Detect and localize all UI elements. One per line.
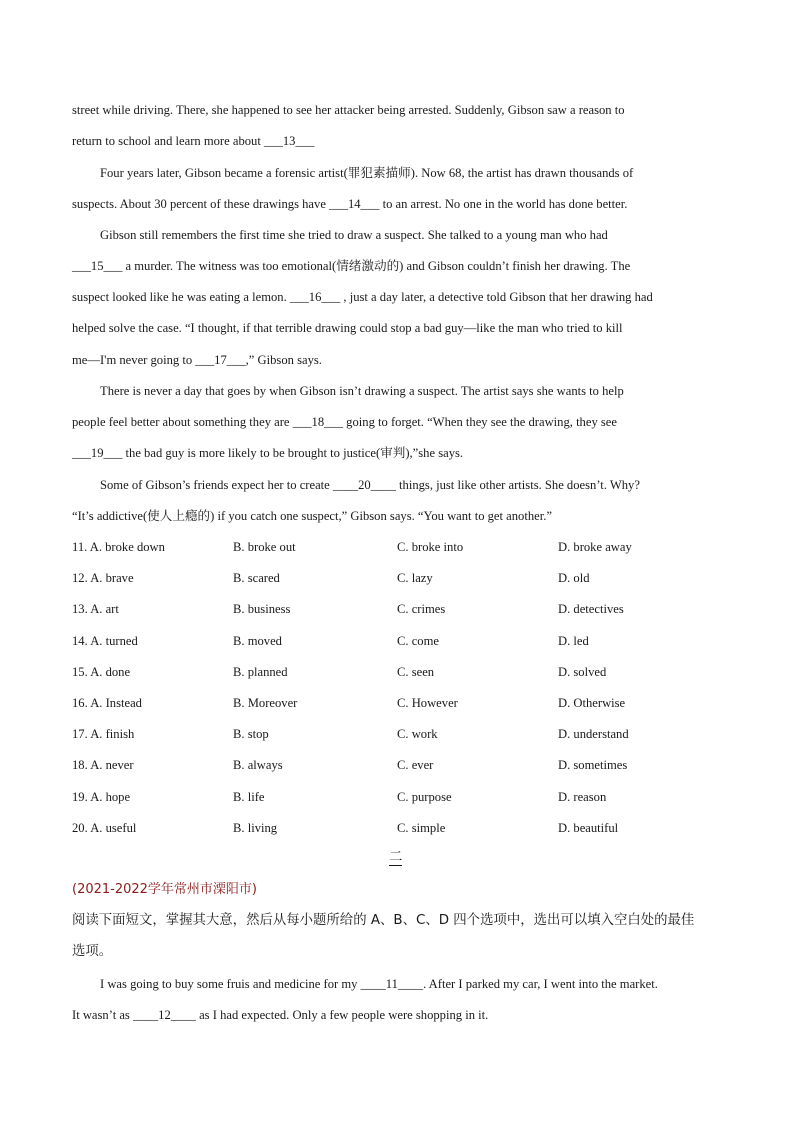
option-c: C. However bbox=[397, 696, 458, 710]
question-options-18 bbox=[72, 755, 732, 775]
section-marker-underline bbox=[389, 865, 402, 866]
option-b: B. Moreover bbox=[233, 696, 298, 710]
option-d: D. Otherwise bbox=[558, 696, 626, 710]
question-options-14 bbox=[72, 631, 732, 651]
question-options-20 bbox=[72, 818, 732, 838]
option-b: B. always bbox=[233, 758, 283, 772]
question-options-12 bbox=[72, 568, 732, 588]
passage-line: I was going to buy some fruis and medicine for my ____11____. After I parked my car, I went into the market. bbox=[100, 977, 658, 991]
option-a: 15. A. done bbox=[72, 665, 131, 679]
option-a: 13. A. art bbox=[72, 602, 119, 616]
option-b: B. business bbox=[233, 602, 291, 616]
option-b: B. life bbox=[233, 790, 265, 804]
option-d: D. sometimes bbox=[558, 758, 628, 772]
passage-line: Gibson still remembers the first time she tried to draw a suspect. She talked to a young man who had bbox=[100, 228, 608, 242]
passage-line: There is never a day that goes by when Gibson isn’t drawing a suspect. The artist says she wants to help bbox=[100, 384, 624, 398]
option-d: D. solved bbox=[558, 665, 607, 679]
question-options-15 bbox=[72, 662, 732, 682]
option-c: C. broke into bbox=[397, 540, 464, 554]
option-a: 18. A. never bbox=[72, 758, 134, 772]
option-c: C. purpose bbox=[397, 790, 452, 804]
passage-line: people feel better about something they are ___18___ going to forget. “When they see the drawing, they see bbox=[72, 415, 617, 429]
option-a: 16. A. Instead bbox=[72, 696, 142, 710]
option-b: B. stop bbox=[233, 727, 269, 741]
option-b: B. moved bbox=[233, 634, 282, 648]
option-a: 19. A. hope bbox=[72, 790, 131, 804]
passage-line: helped solve the case. “I thought, if that terrible drawing could stop a bad guy—like the man who tried to kill bbox=[72, 321, 623, 335]
passage-line: street while driving. There, she happened to see her attacker being arrested. Suddenly, Gibson saw a reason to bbox=[72, 103, 625, 117]
section-marker: 二 bbox=[389, 850, 403, 865]
option-c: C. work bbox=[397, 727, 438, 741]
question-options-11 bbox=[72, 537, 732, 557]
option-c: C. seen bbox=[397, 665, 435, 679]
passage-line: Four years later, Gibson became a forensic artist(罪犯素描师). Now 68, the artist has drawn thousands of bbox=[100, 166, 634, 180]
passage-line: Some of Gibson’s friends expect her to create ____20____ things, just like other artists. She doesn’t. Why? bbox=[100, 478, 640, 492]
option-d: D. understand bbox=[558, 727, 629, 741]
option-b: B. living bbox=[233, 821, 278, 835]
passage-line: suspects. About 30 percent of these drawings have ___14___ to an arrest. No one in the world has done better. bbox=[72, 197, 628, 211]
question-options-17 bbox=[72, 724, 732, 744]
option-b: B. scared bbox=[233, 571, 280, 585]
question-options-16 bbox=[72, 693, 732, 713]
passage-line: It wasn’t as ____12____ as I had expected. Only a few people were shopping in it. bbox=[72, 1008, 489, 1022]
section-source: (2021-2022学年常州市溧阳市) bbox=[72, 882, 258, 897]
option-c: C. simple bbox=[397, 821, 446, 835]
option-b: B. planned bbox=[233, 665, 288, 679]
option-c: C. crimes bbox=[397, 602, 446, 616]
option-d: D. beautiful bbox=[558, 821, 619, 835]
option-d: D. detectives bbox=[558, 602, 624, 616]
passage-line: ___19___ the bad guy is more likely to be brought to justice(审判),”she says. bbox=[72, 446, 464, 460]
option-a: 17. A. finish bbox=[72, 727, 135, 741]
option-a: 20. A. useful bbox=[72, 821, 137, 835]
option-d: D. reason bbox=[558, 790, 607, 804]
option-c: C. come bbox=[397, 634, 439, 648]
option-d: D. old bbox=[558, 571, 590, 585]
option-a: 11. A. broke down bbox=[72, 540, 165, 554]
option-c: C. lazy bbox=[397, 571, 433, 585]
option-b: B. broke out bbox=[233, 540, 296, 554]
option-a: 12. A. brave bbox=[72, 571, 134, 585]
option-a: 14. A. turned bbox=[72, 634, 138, 648]
passage-line: “It’s addictive(使人上瘾的) if you catch one suspect,” Gibson says. “You want to get another.” bbox=[72, 509, 552, 523]
question-options-19 bbox=[72, 787, 732, 807]
option-d: D. led bbox=[558, 634, 589, 648]
passage-line: me—I'm never going to ___17___,” Gibson says. bbox=[72, 353, 322, 367]
passage-line: ___15___ a murder. The witness was too emotional(情绪激动的) and Gibson couldn’t finish her drawing. The bbox=[72, 259, 631, 273]
section-instruction: 阅读下面短文，掌握其大意，然后从每小题所给的 A、B、C、D 四个选项中，选出可以填入空白处的最佳 bbox=[72, 913, 695, 928]
section-instruction: 选项。 bbox=[72, 944, 113, 959]
option-c: C. ever bbox=[397, 758, 434, 772]
passage-line: suspect looked like he was eating a lemon. ___16___ , just a day later, a detective told Gibson that her drawing had bbox=[72, 290, 653, 304]
question-options-13 bbox=[72, 599, 732, 619]
option-d: D. broke away bbox=[558, 540, 632, 554]
passage-line: return to school and learn more about ___13___ bbox=[72, 134, 315, 148]
